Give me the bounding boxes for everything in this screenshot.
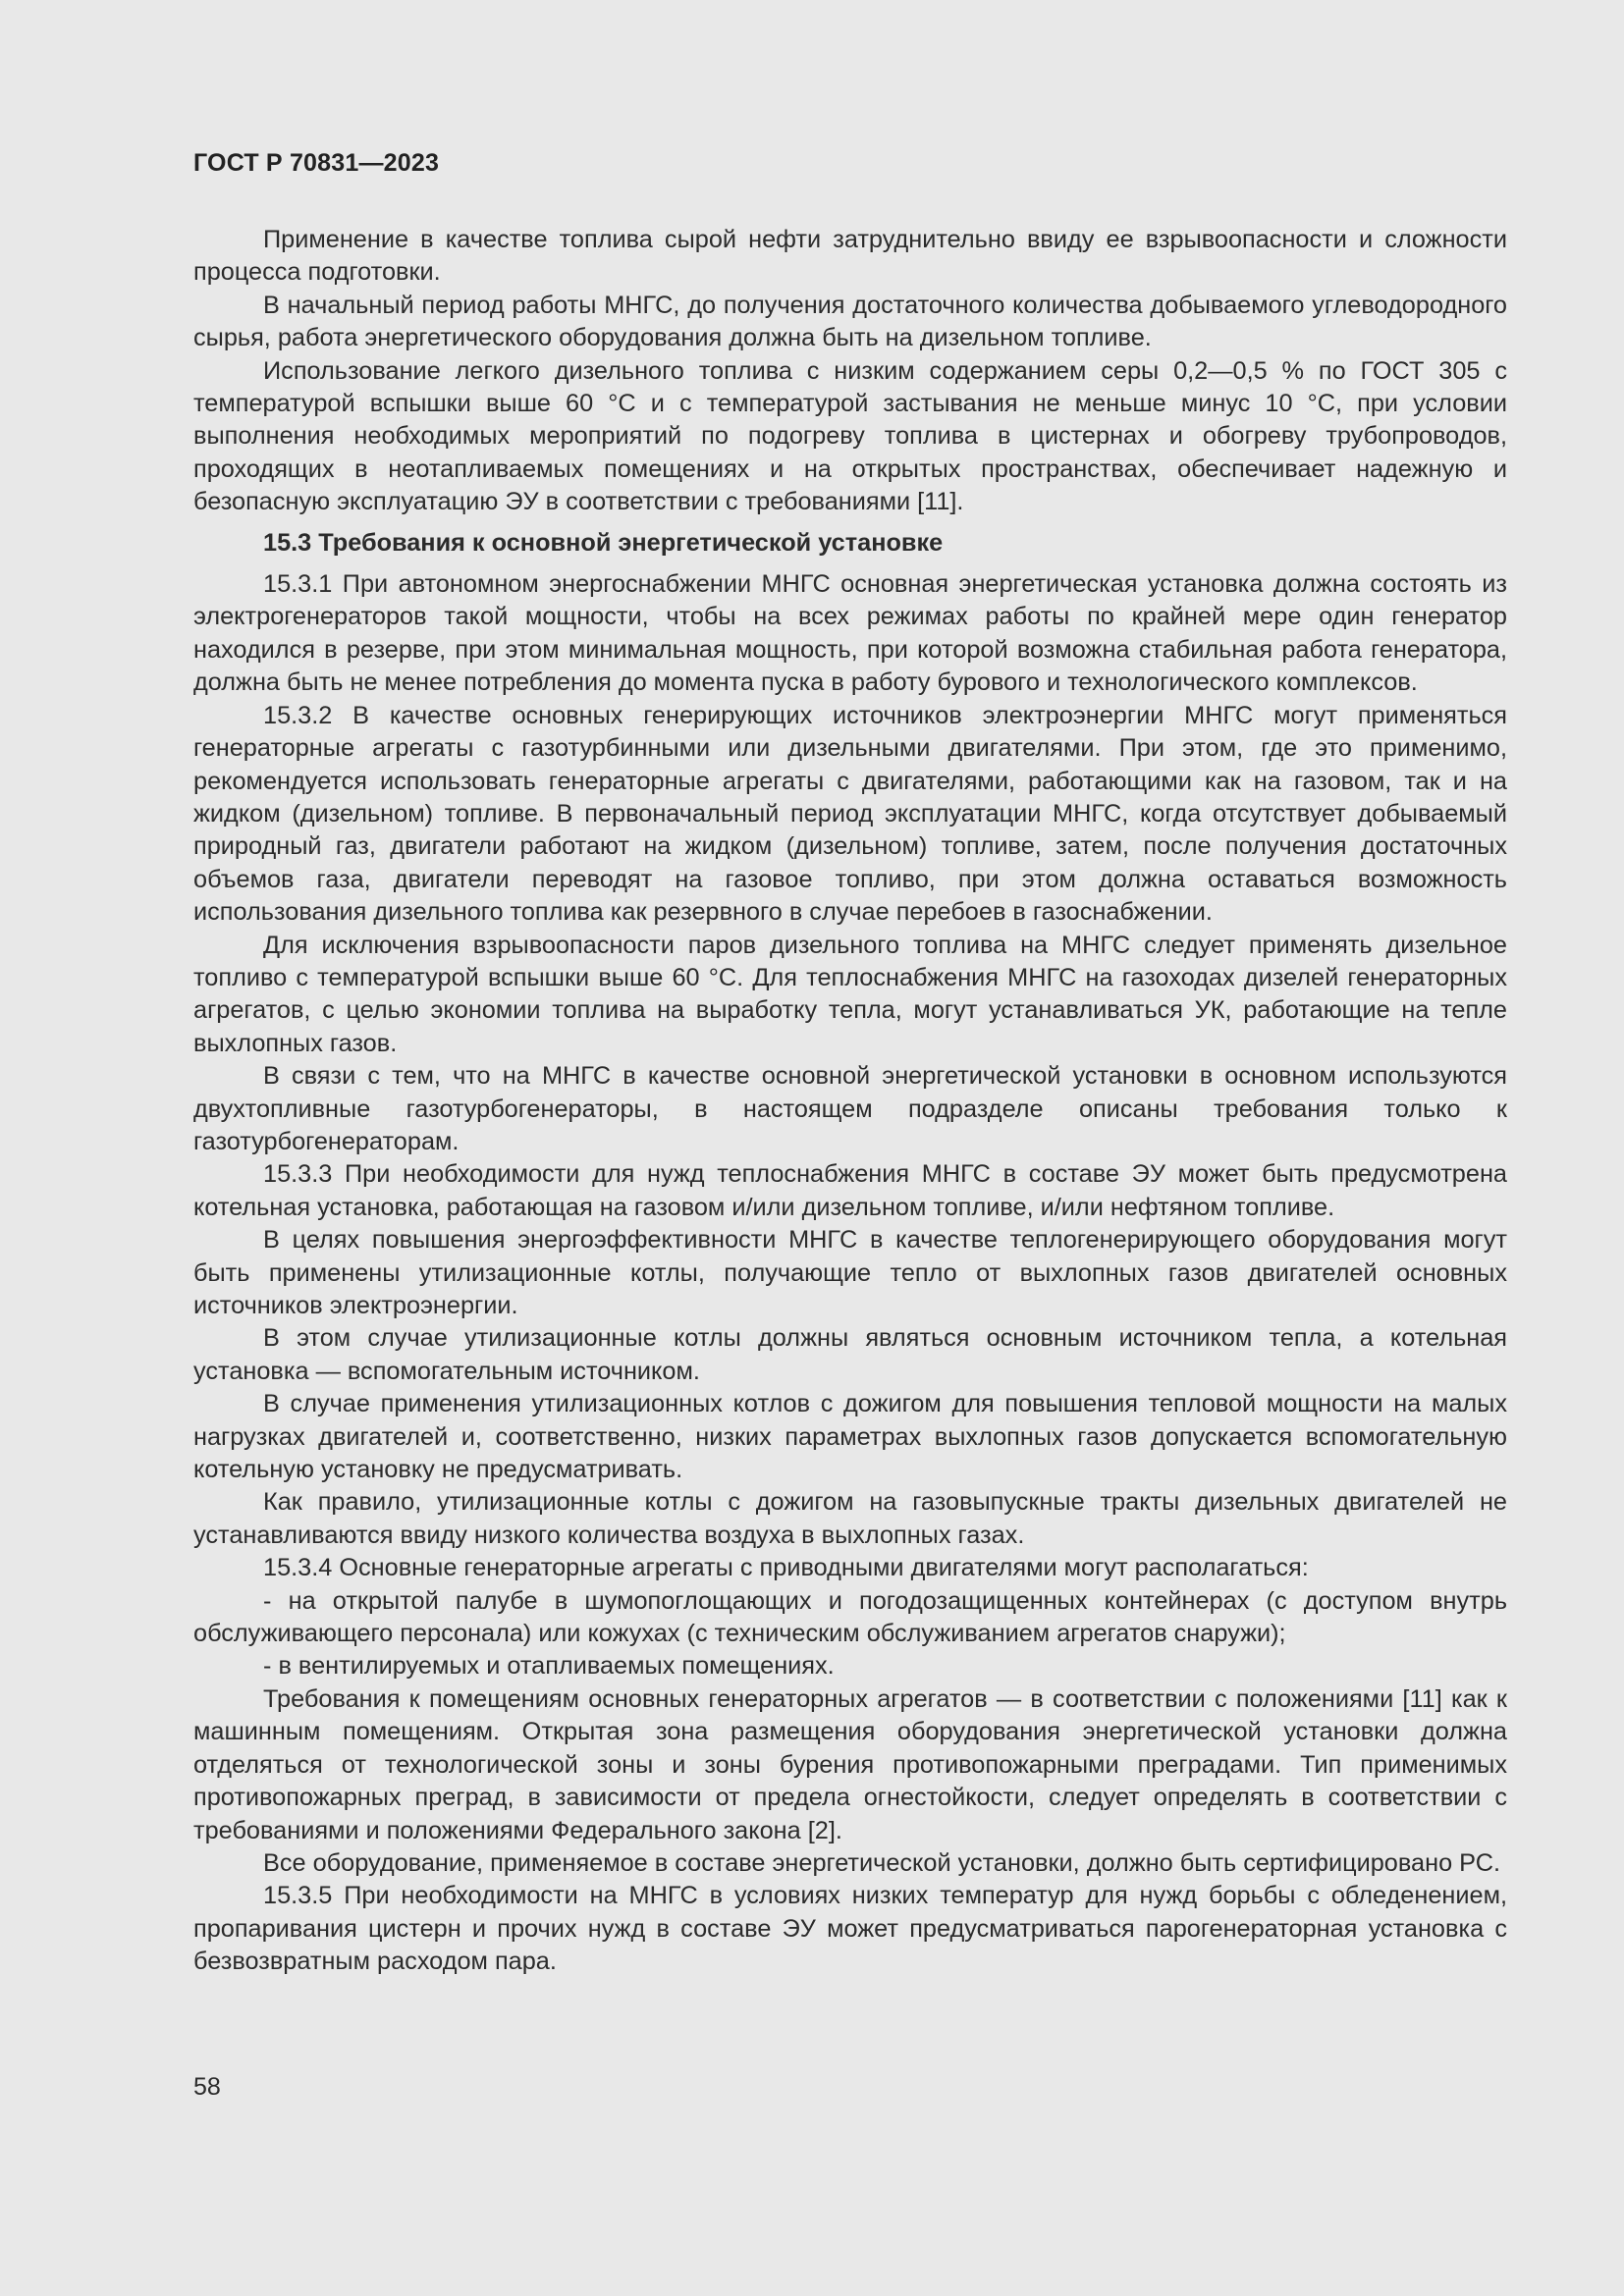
paragraph: 15.3.5 При необходимости на МНГС в условиях низких температур для нужд борьбы с обледенением, пропаривания цистерн и прочих нужд в составе ЭУ может предусматриваться парогенераторная установка с безвозвратным расходом пара. [193, 1882, 1507, 1976]
paragraph: 15.3.1 При автономном энергоснабжении МНГС основная энергетическая установка должна состоять из электрогенераторов такой мощности, чтобы на всех режимах работы по крайней мере один генератор находился в резерве, при этом минимальная мощность, при которой возможна стабильная работа генератора, должна быть не менее потребления до момента пуска в работу бурового и технологического комплексов. [193, 570, 1507, 697]
paragraph: Все оборудование, применяемое в составе энергетической установки, должно быть сертифицировано РС. [263, 1848, 1501, 1877]
paragraph: 15.3.2 В качестве основных генерирующих источников электроэнергии МНГС могут применяться генераторные агрегаты с газотурбинными или дизельными двигателями. При этом, где это применимо, рекомендуется использовать генераторные агрегаты с двигателями, работающими как на газовом, так и на жидком (дизельном) топливе. В первоначальный период эксплуатации МНГС, когда отсутствует добываемый природный газ, двигатели работают на жидком (дизельном) топливе, затем, после получения достаточных объемов газа, двигатели переводят на газовое топливо, при этом должна оставаться возможность использования дизельного топлива как резервного в случае перебоев в газоснабжении. [193, 701, 1507, 927]
paragraph: В начальный период работы МНГС, до получения достаточного количества добываемого углеводородного сырья, работа энергетического оборудования должна быть на дизельном топливе. [193, 291, 1507, 352]
paragraph: Как правило, утилизационные котлы с дожигом на газовыпускные тракты дизельных двигателей не устанавливаются ввиду низкого количества воздуха в выхлопных газах. [193, 1488, 1507, 1549]
document-body [193, 224, 1507, 1979]
paragraph: Требования к помещениям основных генераторных агрегатов — в соответствии с положениями [11] как к машинным помещениям. Открытая зона размещения оборудования энергетической установки должна отделяться от технологической зоны и зоны бурения противопожарными преградами. Тип применимых противопожарных преград, в зависимости от предела огнестойкости, следует определять в соответствии с требованиями и положениями Федерального закона [2]. [193, 1684, 1507, 1844]
paragraph: В случае применения утилизационных котлов с дожигом для повышения тепловой мощности на малых нагрузках двигателей и, соответственно, низких параметрах выхлопных газов допускается вспомогательную котельную установку не предусматривать. [193, 1390, 1507, 1484]
paragraph: 15.3.4 Основные генераторные агрегаты с приводными двигателями могут располагаться: [263, 1554, 1309, 1582]
paragraph: Применение в качестве топлива сырой нефти затруднительно ввиду ее взрывоопасности и сложности процесса подготовки. [193, 226, 1507, 287]
document-header: ГОСТ Р 70831—2023 [193, 149, 440, 177]
section-heading: 15.3 Требования к основной энергетической установке [263, 528, 944, 557]
paragraph: 15.3.3 При необходимости для нужд теплоснабжения МНГС в составе ЭУ может быть предусмотрена котельная установка, работающая на газовом и/или дизельном топливе, и/или нефтяном топливе. [193, 1160, 1507, 1221]
paragraph: Для исключения взрывоопасности паров дизельного топлива на МНГС следует применять дизельное топливо с температурой вспышки выше 60 °С. Для теплоснабжения МНГС на газоходах дизелей генераторных агрегатов, с целью экономии топлива на выработку тепла, могут устанавливаться УК, работающие на тепле выхлопных газов. [193, 931, 1507, 1057]
paragraph: Использование легкого дизельного топлива с низким содержанием серы 0,2—0,5 % по ГОСТ 305 с температурой вспышки выше 60 °С и с температурой застывания не меньше минус 10 °С, при условии выполнения необходимых мероприятий по подогреву топлива в цистернах и обогреву трубопроводов, проходящих в неотапливаемых помещениях и на открытых пространствах, обеспечивает надежную и безопасную эксплуатацию ЭУ в соответствии с требованиями [11]. [193, 356, 1507, 516]
paragraph: В этом случае утилизационные котлы должны являться основным источником тепла, а котельная установка — вспомогательным источником. [193, 1324, 1507, 1385]
page-number: 58 [193, 2073, 221, 2101]
paragraph: В связи с тем, что на МНГС в качестве основной энергетической установки в основном используются двухтопливные газотурбогенераторы, в настоящем подразделе описаны требования только к газотурбогенераторам. [193, 1062, 1507, 1155]
list-item: - в вентилируемых и отапливаемых помещениях. [263, 1652, 835, 1681]
list-item: - на открытой палубе в шумопоглощающих и погодозащищенных контейнерах (с доступом внутрь обслуживающего персонала) или кожухах (с техническим обслуживанием агрегатов снаружи); [193, 1586, 1507, 1648]
paragraph: В целях повышения энергоэффективности МНГС в качестве теплогенерирующего оборудования могут быть применены утилизационные котлы, получающие тепло от выхлопных газов двигателей основных источников электроэнергии. [193, 1226, 1507, 1319]
